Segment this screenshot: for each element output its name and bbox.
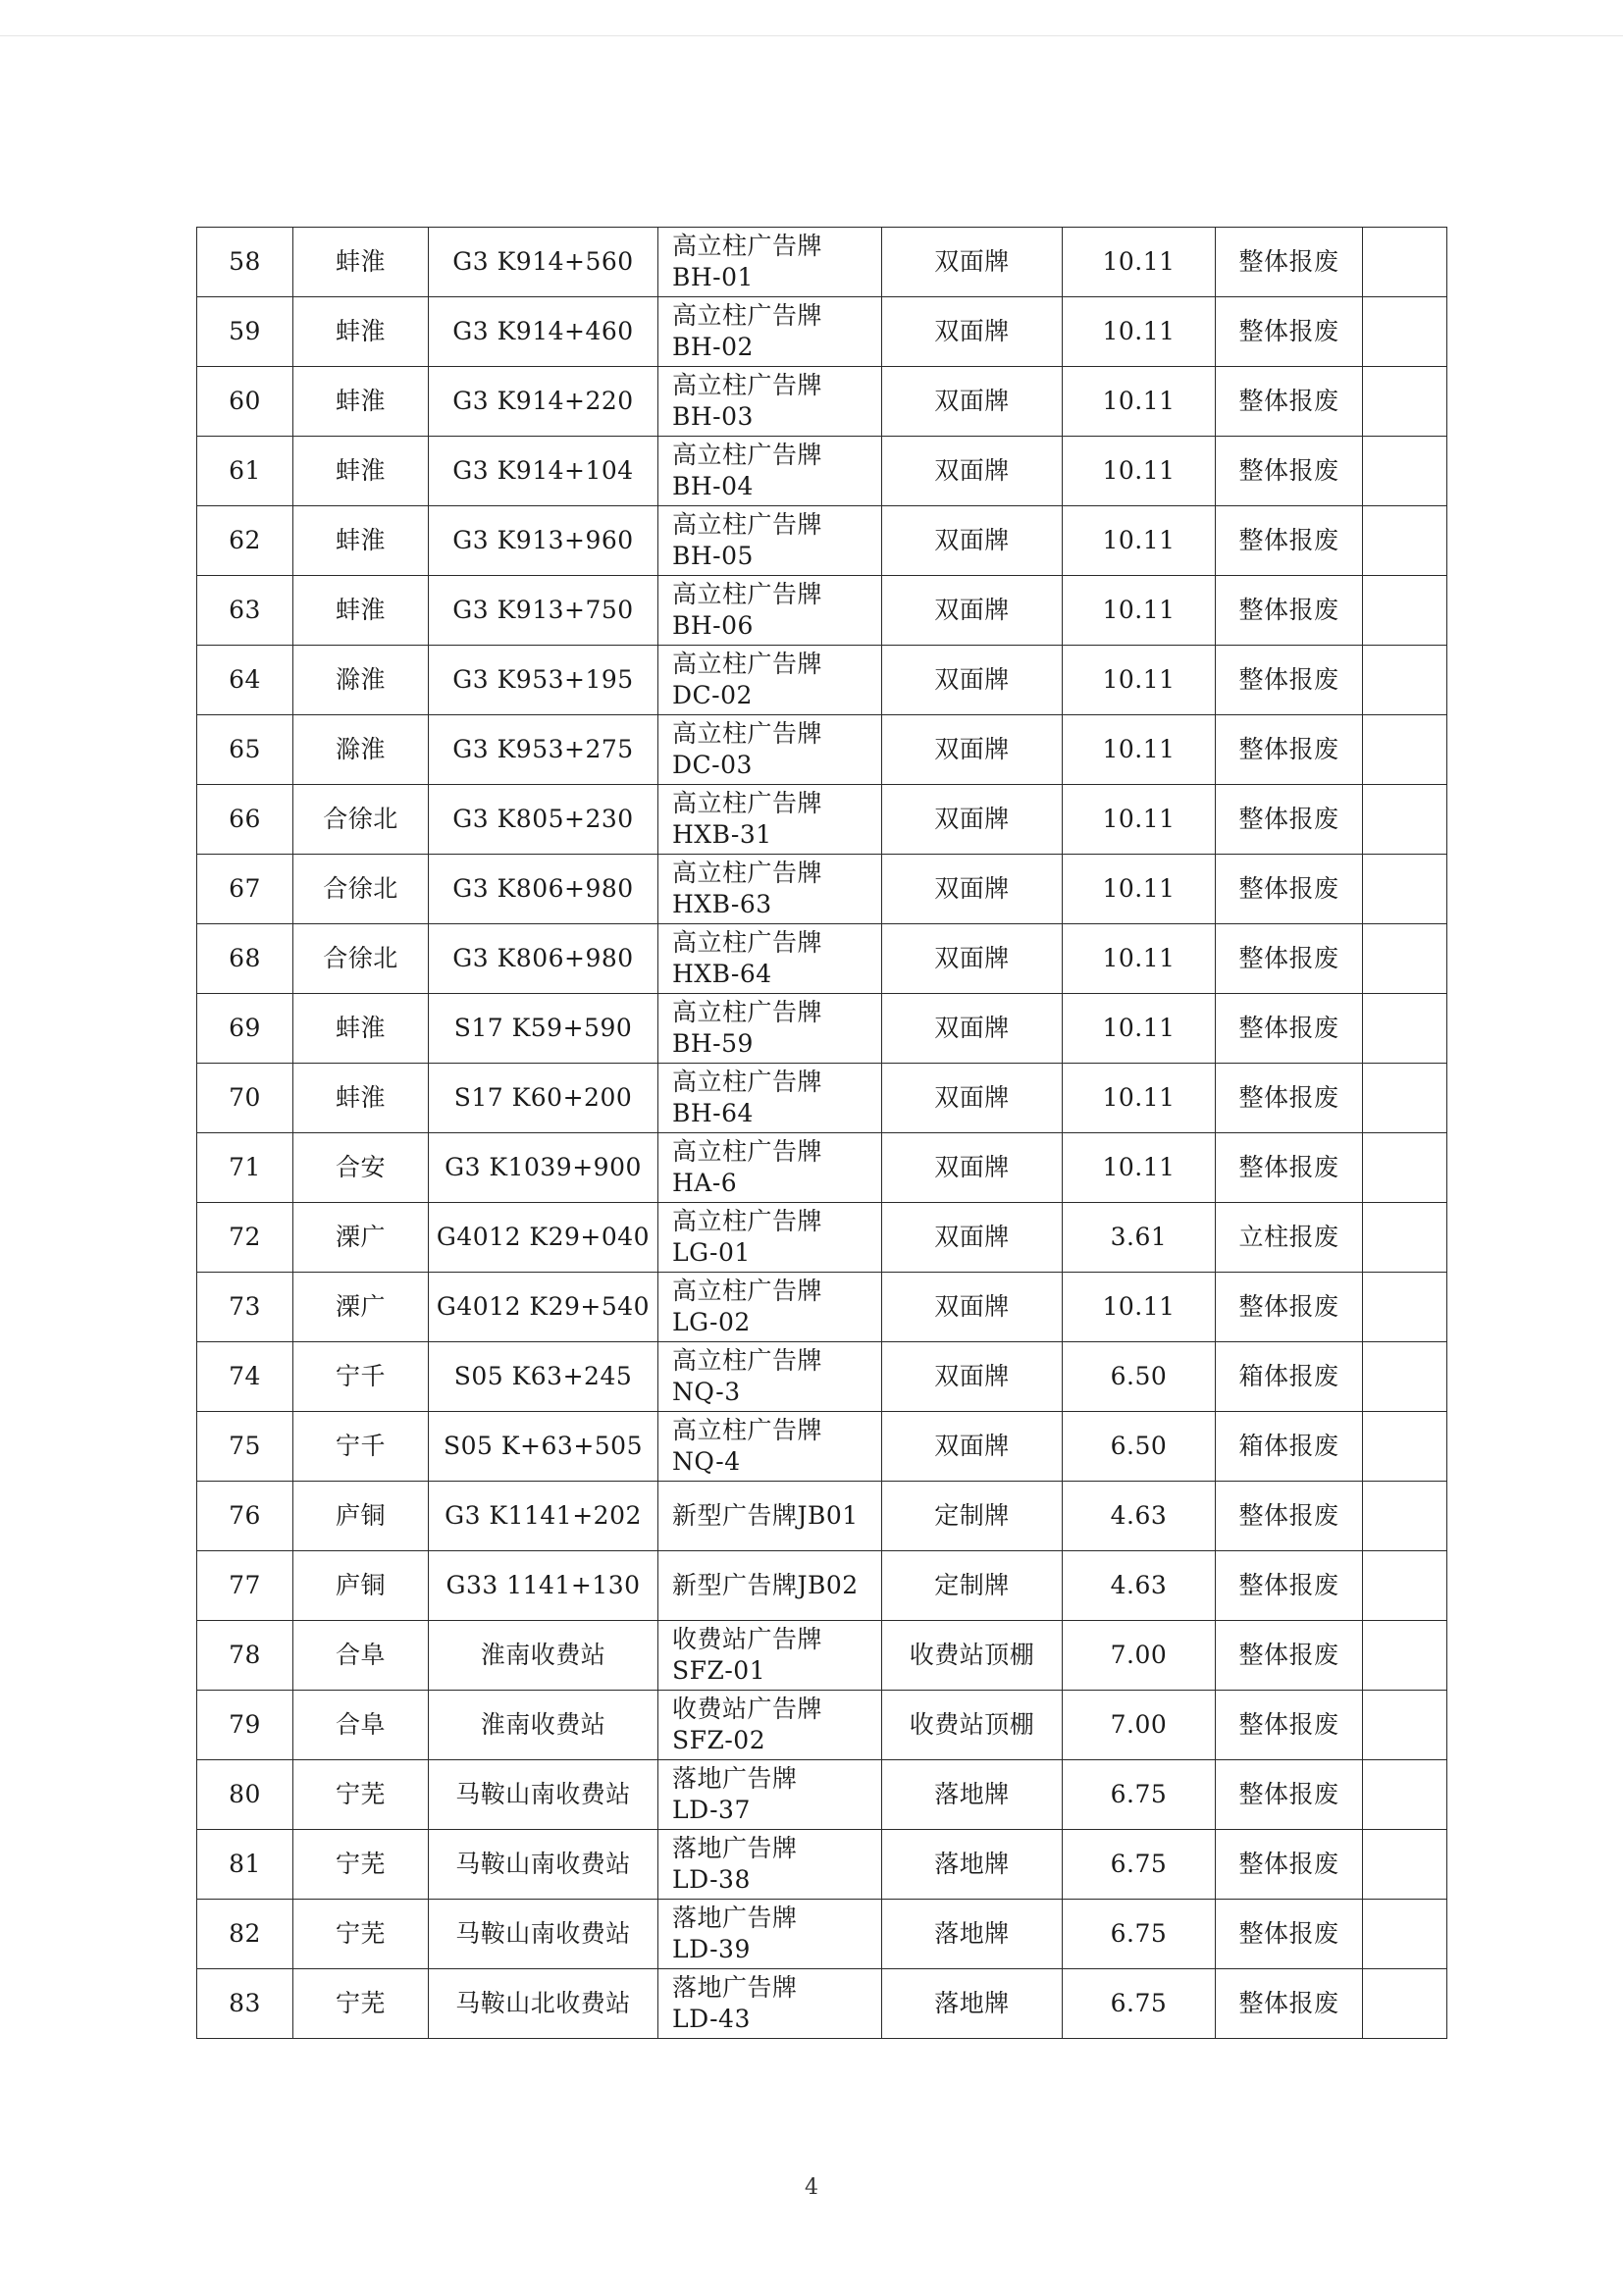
cell-note	[1363, 1691, 1447, 1760]
cell-section: 合徐北	[293, 785, 429, 855]
cell-section: 合阜	[293, 1621, 429, 1691]
cell-action: 整体报废	[1216, 228, 1363, 297]
cell-signboard-name	[658, 367, 882, 437]
cell-no: 63	[197, 576, 293, 646]
signboard-name-line1: 高立柱广告牌	[672, 1277, 823, 1305]
cell-action: 箱体报废	[1216, 1412, 1363, 1482]
table-row	[197, 646, 1447, 715]
cell-section: 合阜	[293, 1691, 429, 1760]
cell-no: 71	[197, 1133, 293, 1203]
table-row	[197, 1900, 1447, 1969]
cell-note	[1363, 367, 1447, 437]
cell-no: 75	[197, 1412, 293, 1482]
cell-type: 落地牌	[882, 1969, 1063, 2039]
cell-type: 双面牌	[882, 367, 1063, 437]
table-row	[197, 1969, 1447, 2039]
cell-section: 溧广	[293, 1203, 429, 1273]
cell-location: G3 K805+230	[429, 785, 658, 855]
cell-action: 整体报废	[1216, 576, 1363, 646]
cell-section: 宁芜	[293, 1900, 429, 1969]
cell-no: 78	[197, 1621, 293, 1691]
table-row	[197, 994, 1447, 1064]
signboard-name-line1: 高立柱广告牌	[672, 928, 823, 957]
signboard-name-line1: 收费站广告牌	[672, 1695, 823, 1723]
cell-type: 落地牌	[882, 1900, 1063, 1969]
cell-location: G4012 K29+540	[429, 1273, 658, 1342]
signboard-code: BH-04	[672, 472, 754, 500]
signboard-name-line1: 落地广告牌	[672, 1834, 798, 1862]
cell-type: 双面牌	[882, 1133, 1063, 1203]
table-row	[197, 228, 1447, 297]
cell-section: 宁芜	[293, 1969, 429, 2039]
cell-location: G3 K1141+202	[429, 1482, 658, 1551]
cell-section: 蚌淮	[293, 297, 429, 367]
cell-note	[1363, 1621, 1447, 1691]
cell-area: 10.11	[1063, 785, 1216, 855]
cell-note	[1363, 506, 1447, 576]
cell-note	[1363, 1969, 1447, 2039]
cell-area: 10.11	[1063, 646, 1216, 715]
table-row	[197, 506, 1447, 576]
cell-note	[1363, 1551, 1447, 1621]
table-row	[197, 1412, 1447, 1482]
signboard-name-line1: 高立柱广告牌	[672, 1416, 823, 1444]
cell-location: G3 K953+275	[429, 715, 658, 785]
cell-type: 双面牌	[882, 1064, 1063, 1133]
cell-location: G3 K806+980	[429, 855, 658, 924]
cell-section: 宁千	[293, 1412, 429, 1482]
cell-no: 61	[197, 437, 293, 506]
cell-type: 落地牌	[882, 1760, 1063, 1830]
cell-location: G33 1141+130	[429, 1551, 658, 1621]
cell-no: 77	[197, 1551, 293, 1621]
table-row	[197, 1203, 1447, 1273]
cell-section: 蚌淮	[293, 437, 429, 506]
cell-type: 双面牌	[882, 297, 1063, 367]
signboard-code: HA-6	[672, 1169, 738, 1197]
table-row	[197, 924, 1447, 994]
cell-signboard-name	[658, 506, 882, 576]
signboard-table	[196, 227, 1447, 2039]
cell-area: 6.75	[1063, 1969, 1216, 2039]
cell-section: 合徐北	[293, 924, 429, 994]
signboard-code: BH-03	[672, 402, 754, 431]
cell-signboard-name	[658, 1969, 882, 2039]
cell-note	[1363, 1273, 1447, 1342]
cell-location: G3 K806+980	[429, 924, 658, 994]
cell-signboard-name	[658, 1760, 882, 1830]
cell-section: 合安	[293, 1133, 429, 1203]
cell-location: G3 K953+195	[429, 646, 658, 715]
signboard-code: DC-02	[672, 681, 753, 709]
cell-note	[1363, 1830, 1447, 1900]
cell-action: 整体报废	[1216, 1064, 1363, 1133]
cell-signboard-name	[658, 1621, 882, 1691]
cell-note	[1363, 785, 1447, 855]
cell-location: 马鞍山南收费站	[429, 1760, 658, 1830]
cell-area: 3.61	[1063, 1203, 1216, 1273]
cell-signboard-name	[658, 924, 882, 994]
cell-section: 宁千	[293, 1342, 429, 1412]
signboard-name-line1: 高立柱广告牌	[672, 371, 823, 399]
cell-no: 60	[197, 367, 293, 437]
cell-action: 整体报废	[1216, 785, 1363, 855]
cell-signboard-name	[658, 1203, 882, 1273]
table-row	[197, 1691, 1447, 1760]
cell-location: 马鞍山北收费站	[429, 1969, 658, 2039]
cell-note	[1363, 1412, 1447, 1482]
cell-area: 10.11	[1063, 1133, 1216, 1203]
cell-action: 整体报废	[1216, 1482, 1363, 1551]
cell-note	[1363, 1133, 1447, 1203]
cell-action: 整体报废	[1216, 715, 1363, 785]
cell-action: 整体报废	[1216, 1273, 1363, 1342]
signboard-name-line1: 高立柱广告牌	[672, 301, 823, 330]
cell-note	[1363, 1482, 1447, 1551]
cell-section: 庐铜	[293, 1482, 429, 1551]
cell-no: 72	[197, 1203, 293, 1273]
cell-type: 双面牌	[882, 715, 1063, 785]
table-row	[197, 297, 1447, 367]
cell-no: 76	[197, 1482, 293, 1551]
cell-note	[1363, 437, 1447, 506]
signboard-code: BH-02	[672, 333, 754, 361]
cell-area: 6.75	[1063, 1830, 1216, 1900]
cell-location: G4012 K29+040	[429, 1203, 658, 1273]
cell-signboard-name	[658, 437, 882, 506]
cell-action: 整体报废	[1216, 994, 1363, 1064]
cell-action: 整体报废	[1216, 367, 1363, 437]
cell-no: 65	[197, 715, 293, 785]
table-row	[197, 855, 1447, 924]
cell-note	[1363, 1064, 1447, 1133]
signboard-code: DC-03	[672, 751, 753, 779]
cell-no: 70	[197, 1064, 293, 1133]
cell-section: 宁芜	[293, 1830, 429, 1900]
cell-note	[1363, 924, 1447, 994]
cell-no: 62	[197, 506, 293, 576]
table-row	[197, 1064, 1447, 1133]
signboard-name-line1: 高立柱广告牌	[672, 441, 823, 469]
signboard-name-line1: 高立柱广告牌	[672, 789, 823, 817]
cell-type: 收费站顶棚	[882, 1621, 1063, 1691]
cell-action: 整体报废	[1216, 924, 1363, 994]
cell-type: 双面牌	[882, 924, 1063, 994]
cell-action: 整体报废	[1216, 297, 1363, 367]
cell-type: 双面牌	[882, 1273, 1063, 1342]
cell-location: G3 K914+104	[429, 437, 658, 506]
cell-action: 整体报废	[1216, 1969, 1363, 2039]
table-row	[197, 1830, 1447, 1900]
cell-area: 10.11	[1063, 924, 1216, 994]
cell-area: 10.11	[1063, 297, 1216, 367]
cell-note	[1363, 1900, 1447, 1969]
cell-location: 淮南收费站	[429, 1621, 658, 1691]
cell-signboard-name	[658, 1412, 882, 1482]
cell-note	[1363, 576, 1447, 646]
cell-note	[1363, 1760, 1447, 1830]
signboard-code: LD-38	[672, 1865, 751, 1894]
cell-action: 整体报废	[1216, 855, 1363, 924]
cell-area: 4.63	[1063, 1482, 1216, 1551]
signboard-name-line1: 高立柱广告牌	[672, 232, 823, 260]
cell-note	[1363, 715, 1447, 785]
signboard-name-line1: 高立柱广告牌	[672, 1137, 823, 1166]
cell-area: 10.11	[1063, 1064, 1216, 1133]
page-number: 4	[805, 2175, 818, 2200]
cell-section: 蚌淮	[293, 994, 429, 1064]
cell-no: 66	[197, 785, 293, 855]
cell-location: 马鞍山南收费站	[429, 1830, 658, 1900]
signboard-name-line1: 落地广告牌	[672, 1764, 798, 1793]
cell-action: 整体报废	[1216, 1551, 1363, 1621]
cell-note	[1363, 855, 1447, 924]
cell-note	[1363, 228, 1447, 297]
cell-action: 整体报废	[1216, 1830, 1363, 1900]
signboard-name-line1: 高立柱广告牌	[672, 1207, 823, 1235]
cell-note	[1363, 994, 1447, 1064]
table-row	[197, 715, 1447, 785]
signboard-code: BH-06	[672, 611, 754, 640]
cell-signboard-name	[658, 785, 882, 855]
cell-type: 双面牌	[882, 785, 1063, 855]
cell-location: G3 K913+750	[429, 576, 658, 646]
cell-signboard-name	[658, 228, 882, 297]
page-top-edge	[0, 35, 1623, 36]
signboard-code: LD-37	[672, 1796, 751, 1824]
cell-no: 74	[197, 1342, 293, 1412]
cell-area: 10.11	[1063, 576, 1216, 646]
signboard-name-line1: 新型广告牌JB01	[672, 1501, 859, 1530]
cell-no: 81	[197, 1830, 293, 1900]
cell-section: 蚌淮	[293, 228, 429, 297]
cell-type: 双面牌	[882, 576, 1063, 646]
cell-location: G3 K913+960	[429, 506, 658, 576]
signboard-name-line1: 落地广告牌	[672, 1904, 798, 1932]
cell-action: 整体报废	[1216, 437, 1363, 506]
cell-type: 双面牌	[882, 646, 1063, 715]
cell-type: 双面牌	[882, 855, 1063, 924]
cell-signboard-name	[658, 646, 882, 715]
cell-action: 立柱报废	[1216, 1203, 1363, 1273]
cell-no: 79	[197, 1691, 293, 1760]
cell-no: 68	[197, 924, 293, 994]
cell-location: G3 K1039+900	[429, 1133, 658, 1203]
signboard-name-line1: 高立柱广告牌	[672, 580, 823, 608]
cell-note	[1363, 1203, 1447, 1273]
table-row	[197, 1551, 1447, 1621]
signboard-code: BH-64	[672, 1099, 754, 1127]
cell-type: 双面牌	[882, 506, 1063, 576]
cell-type: 双面牌	[882, 994, 1063, 1064]
cell-signboard-name	[658, 994, 882, 1064]
signboard-code: HXB-63	[672, 890, 772, 918]
cell-no: 82	[197, 1900, 293, 1969]
cell-no: 59	[197, 297, 293, 367]
cell-action: 整体报废	[1216, 646, 1363, 715]
cell-section: 蚌淮	[293, 576, 429, 646]
cell-area: 10.11	[1063, 367, 1216, 437]
cell-signboard-name	[658, 297, 882, 367]
cell-section: 溧广	[293, 1273, 429, 1342]
cell-no: 83	[197, 1969, 293, 2039]
cell-type: 定制牌	[882, 1482, 1063, 1551]
cell-section: 合徐北	[293, 855, 429, 924]
signboard-code: NQ-4	[672, 1447, 741, 1476]
cell-signboard-name	[658, 1830, 882, 1900]
signboard-name-line1: 新型广告牌JB02	[672, 1571, 859, 1599]
cell-location: G3 K914+560	[429, 228, 658, 297]
cell-type: 双面牌	[882, 1412, 1063, 1482]
cell-area: 10.11	[1063, 228, 1216, 297]
signboard-name-line1: 落地广告牌	[672, 1973, 798, 2002]
cell-section: 庐铜	[293, 1551, 429, 1621]
signboard-code: SFZ-02	[672, 1726, 766, 1754]
signboard-name-line1: 高立柱广告牌	[672, 1346, 823, 1375]
cell-location: 淮南收费站	[429, 1691, 658, 1760]
signboard-name-line1: 收费站广告牌	[672, 1625, 823, 1653]
cell-signboard-name	[658, 1900, 882, 1969]
table-row	[197, 1342, 1447, 1412]
cell-type: 双面牌	[882, 1203, 1063, 1273]
signboard-code: BH-05	[672, 542, 754, 570]
cell-area: 10.11	[1063, 437, 1216, 506]
table-row	[197, 367, 1447, 437]
table-row	[197, 1273, 1447, 1342]
cell-type: 定制牌	[882, 1551, 1063, 1621]
cell-location: S17 K59+590	[429, 994, 658, 1064]
cell-section: 滁淮	[293, 715, 429, 785]
signboard-code: LD-43	[672, 2005, 751, 2033]
cell-type: 双面牌	[882, 437, 1063, 506]
cell-no: 67	[197, 855, 293, 924]
cell-signboard-name	[658, 1551, 882, 1621]
signboard-code: HXB-64	[672, 960, 772, 988]
cell-signboard-name	[658, 1064, 882, 1133]
signboard-code: LG-02	[672, 1308, 751, 1336]
cell-area: 6.50	[1063, 1412, 1216, 1482]
cell-signboard-name	[658, 576, 882, 646]
cell-action: 整体报废	[1216, 506, 1363, 576]
cell-no: 73	[197, 1273, 293, 1342]
cell-location: 马鞍山南收费站	[429, 1900, 658, 1969]
cell-area: 6.75	[1063, 1900, 1216, 1969]
signboard-code: BH-01	[672, 263, 754, 291]
cell-signboard-name	[658, 1273, 882, 1342]
cell-action: 整体报废	[1216, 1691, 1363, 1760]
cell-signboard-name	[658, 715, 882, 785]
cell-area: 6.50	[1063, 1342, 1216, 1412]
cell-no: 69	[197, 994, 293, 1064]
cell-area: 10.11	[1063, 1273, 1216, 1342]
cell-location: S05 K63+245	[429, 1342, 658, 1412]
signboard-name-line1: 高立柱广告牌	[672, 1068, 823, 1096]
cell-note	[1363, 297, 1447, 367]
signboard-name-line1: 高立柱广告牌	[672, 510, 823, 539]
signboard-code: HXB-31	[672, 820, 772, 849]
signboard-code: BH-59	[672, 1029, 754, 1058]
cell-area: 7.00	[1063, 1621, 1216, 1691]
cell-area: 10.11	[1063, 994, 1216, 1064]
cell-section: 蚌淮	[293, 1064, 429, 1133]
signboard-name-line1: 高立柱广告牌	[672, 998, 823, 1026]
cell-signboard-name	[658, 1691, 882, 1760]
cell-section: 蚌淮	[293, 506, 429, 576]
cell-no: 58	[197, 228, 293, 297]
cell-area: 7.00	[1063, 1691, 1216, 1760]
cell-section: 宁芜	[293, 1760, 429, 1830]
cell-type: 落地牌	[882, 1830, 1063, 1900]
cell-location: S17 K60+200	[429, 1064, 658, 1133]
cell-type: 双面牌	[882, 1342, 1063, 1412]
signboard-code: NQ-3	[672, 1378, 741, 1406]
cell-note	[1363, 1342, 1447, 1412]
cell-signboard-name	[658, 1482, 882, 1551]
table-row	[197, 1482, 1447, 1551]
table-row	[197, 437, 1447, 506]
cell-area: 10.11	[1063, 506, 1216, 576]
cell-area: 6.75	[1063, 1760, 1216, 1830]
cell-section: 滁淮	[293, 646, 429, 715]
cell-location: G3 K914+220	[429, 367, 658, 437]
cell-signboard-name	[658, 1342, 882, 1412]
table-row	[197, 1621, 1447, 1691]
signboard-code: LG-01	[672, 1238, 751, 1267]
cell-location: S05 K+63+505	[429, 1412, 658, 1482]
signboard-code: SFZ-01	[672, 1656, 766, 1685]
cell-type: 双面牌	[882, 228, 1063, 297]
cell-section: 蚌淮	[293, 367, 429, 437]
cell-no: 80	[197, 1760, 293, 1830]
cell-area: 10.11	[1063, 855, 1216, 924]
cell-action: 整体报废	[1216, 1900, 1363, 1969]
cell-action: 整体报废	[1216, 1133, 1363, 1203]
table-body	[197, 228, 1447, 2039]
cell-type: 收费站顶棚	[882, 1691, 1063, 1760]
signboard-name-line1: 高立柱广告牌	[672, 650, 823, 678]
cell-signboard-name	[658, 1133, 882, 1203]
signboard-name-line1: 高立柱广告牌	[672, 859, 823, 887]
cell-note	[1363, 646, 1447, 715]
table-row	[197, 1133, 1447, 1203]
cell-action: 箱体报废	[1216, 1342, 1363, 1412]
cell-no: 64	[197, 646, 293, 715]
table-row	[197, 576, 1447, 646]
table-row	[197, 1760, 1447, 1830]
cell-area: 10.11	[1063, 715, 1216, 785]
signboard-code: LD-39	[672, 1935, 751, 1963]
signboard-name-line1: 高立柱广告牌	[672, 719, 823, 748]
cell-location: G3 K914+460	[429, 297, 658, 367]
cell-signboard-name	[658, 855, 882, 924]
table-row	[197, 785, 1447, 855]
cell-action: 整体报废	[1216, 1760, 1363, 1830]
cell-action: 整体报废	[1216, 1621, 1363, 1691]
cell-area: 4.63	[1063, 1551, 1216, 1621]
